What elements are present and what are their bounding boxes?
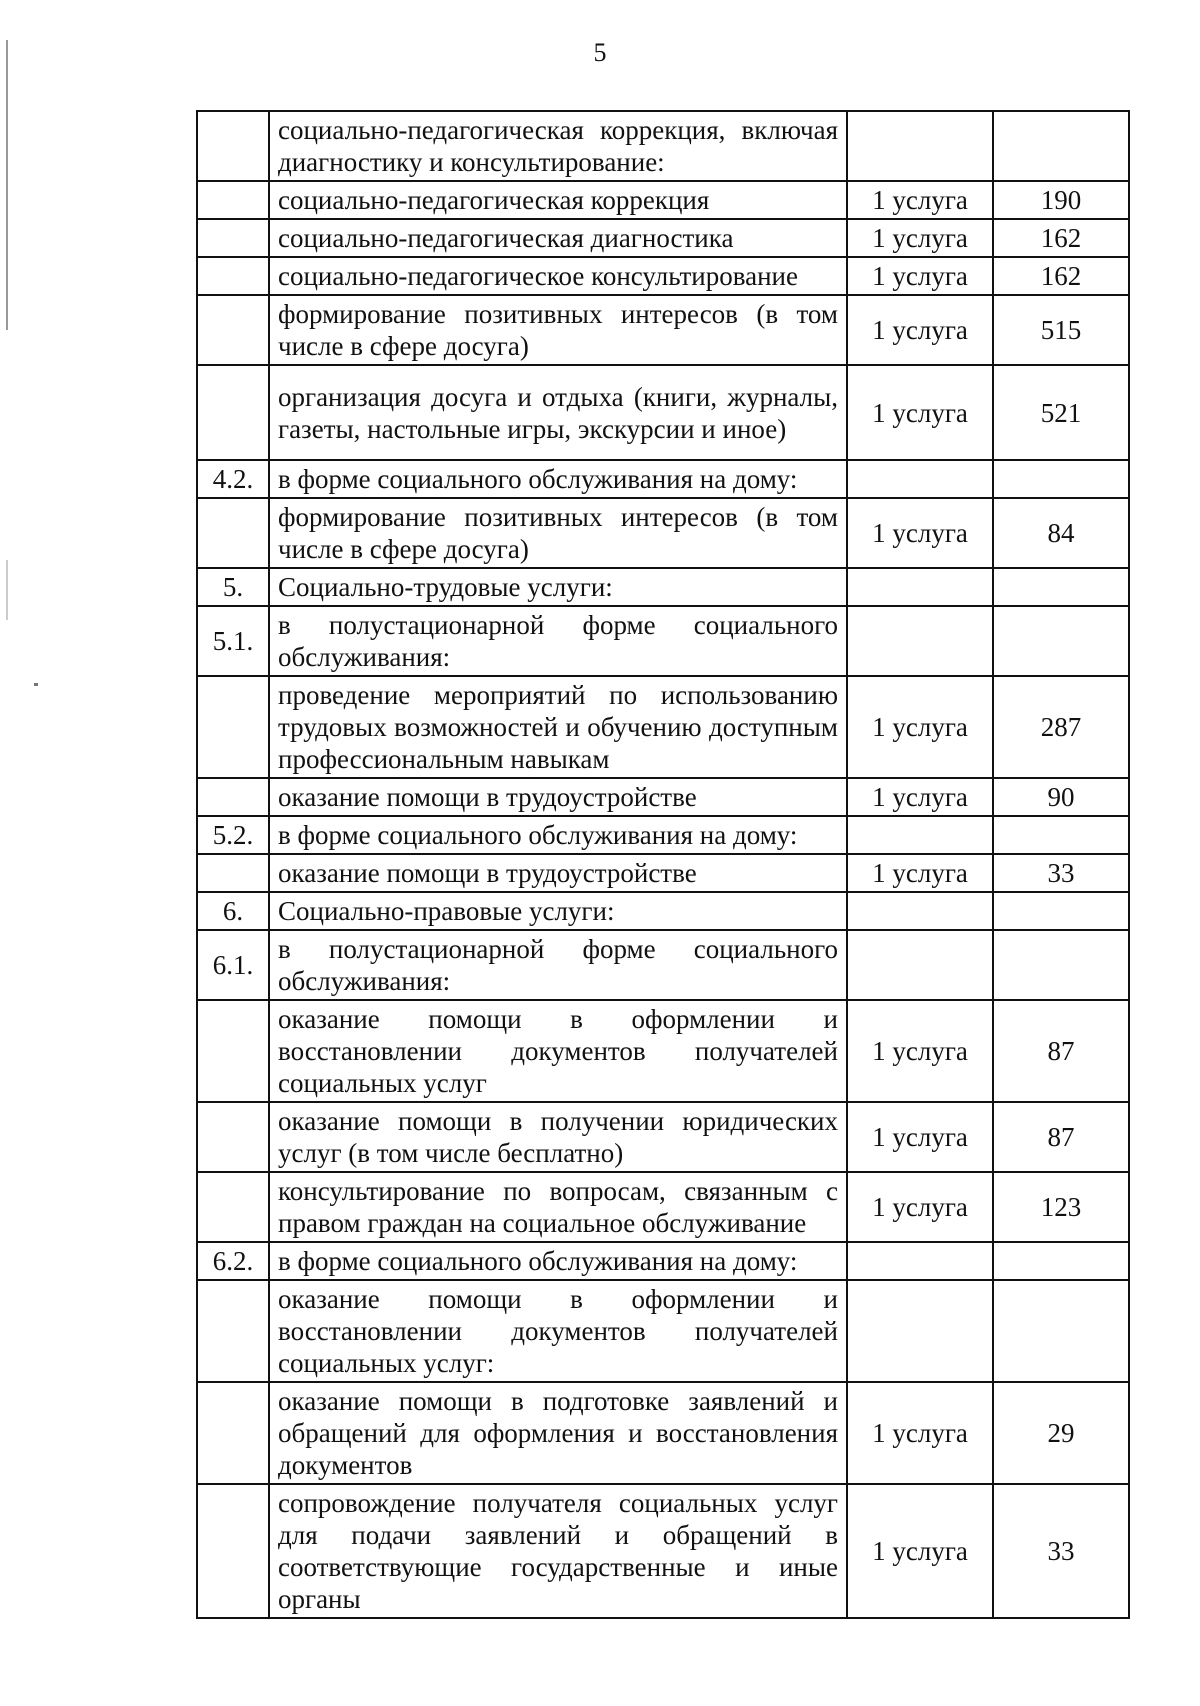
table-row <box>197 1382 1129 1484</box>
table-row <box>197 676 1129 778</box>
row-number-cell <box>197 1280 269 1382</box>
row-number-cell <box>197 111 269 181</box>
scan-edge-artifact <box>6 40 8 330</box>
row-value-cell: 29 <box>993 1382 1129 1484</box>
row-number-cell <box>197 676 269 778</box>
row-description-cell: в полустационарной форме социального обслуживания: <box>269 930 847 1000</box>
row-number-cell <box>197 181 269 219</box>
row-description-cell: формирование позитивных интересов (в том числе в сфере досуга) <box>269 498 847 568</box>
row-value-cell: 90 <box>993 778 1129 816</box>
table-row <box>197 1280 1129 1382</box>
row-number-cell <box>197 854 269 892</box>
table-row <box>197 498 1129 568</box>
row-description-cell: оказание помощи в подготовке заявлений и обращений для оформления и восстановления документов <box>269 1382 847 1484</box>
row-unit-cell: 1 услуга <box>847 1484 993 1618</box>
row-description-cell: сопровождение получателя социальных услуг для подачи заявлений и обращений в соответствующие государственные и иные органы <box>269 1484 847 1618</box>
table-row <box>197 778 1129 816</box>
table-row <box>197 606 1129 676</box>
row-description-cell: оказание помощи в трудоустройстве <box>269 854 847 892</box>
row-value-cell: 87 <box>993 1102 1129 1172</box>
row-unit-cell: 1 услуга <box>847 1172 993 1242</box>
row-description-cell: организация досуга и отдыха (книги, журналы, газеты, настольные игры, экскурсии и иное) <box>269 365 847 460</box>
row-value-cell <box>993 606 1129 676</box>
row-value-cell: 33 <box>993 854 1129 892</box>
row-number-cell <box>197 219 269 257</box>
row-number-cell: 6. <box>197 892 269 930</box>
row-unit-cell <box>847 930 993 1000</box>
row-unit-cell: 1 услуга <box>847 854 993 892</box>
row-description-cell: социально-педагогическая коррекция <box>269 181 847 219</box>
row-value-cell: 33 <box>993 1484 1129 1618</box>
row-unit-cell: 1 услуга <box>847 498 993 568</box>
table-row <box>197 219 1129 257</box>
table-row <box>197 816 1129 854</box>
row-number-cell <box>197 365 269 460</box>
row-number-cell <box>197 1382 269 1484</box>
row-unit-cell: 1 услуга <box>847 295 993 365</box>
row-value-cell: 162 <box>993 219 1129 257</box>
row-unit-cell: 1 услуга <box>847 365 993 460</box>
row-unit-cell: 1 услуга <box>847 676 993 778</box>
table-row <box>197 930 1129 1000</box>
row-unit-cell: 1 услуга <box>847 181 993 219</box>
row-value-cell <box>993 816 1129 854</box>
row-unit-cell <box>847 460 993 498</box>
row-number-cell <box>197 498 269 568</box>
row-unit-cell: 1 услуга <box>847 1000 993 1102</box>
table-row <box>197 295 1129 365</box>
row-description-cell: социально-педагогическая коррекция, включая диагностику и консультирование: <box>269 111 847 181</box>
row-unit-cell <box>847 568 993 606</box>
row-unit-cell <box>847 816 993 854</box>
table-row <box>197 257 1129 295</box>
row-description-cell: консультирование по вопросам, связанным с правом граждан на социальное обслуживание <box>269 1172 847 1242</box>
row-value-cell: 87 <box>993 1000 1129 1102</box>
page-number: 5 <box>593 38 607 67</box>
row-number-cell <box>197 1000 269 1102</box>
table-row <box>197 1484 1129 1618</box>
row-value-cell: 162 <box>993 257 1129 295</box>
table-row <box>197 181 1129 219</box>
row-description-cell: в форме социального обслуживания на дому: <box>269 1242 847 1280</box>
row-value-cell: 84 <box>993 498 1129 568</box>
row-value-cell <box>993 1242 1129 1280</box>
row-description-cell: в форме социального обслуживания на дому: <box>269 460 847 498</box>
row-value-cell: 123 <box>993 1172 1129 1242</box>
row-number-cell: 6.1. <box>197 930 269 1000</box>
row-unit-cell <box>847 892 993 930</box>
row-description-cell: проведение мероприятий по использованию трудовых возможностей и обучению доступным профессиональным навыкам <box>269 676 847 778</box>
table-row <box>197 1000 1129 1102</box>
row-description-cell: социально-педагогическая диагностика <box>269 219 847 257</box>
row-description-cell: оказание помощи в получении юридических услуг (в том числе бесплатно) <box>269 1102 847 1172</box>
row-number-cell <box>197 1172 269 1242</box>
scan-dot-artifact <box>34 683 38 686</box>
table-row <box>197 365 1129 460</box>
table-row <box>197 1172 1129 1242</box>
row-value-cell: 515 <box>993 295 1129 365</box>
row-unit-cell <box>847 111 993 181</box>
row-value-cell <box>993 892 1129 930</box>
row-unit-cell <box>847 1280 993 1382</box>
row-description-cell: оказание помощи в трудоустройстве <box>269 778 847 816</box>
row-number-cell: 6.2. <box>197 1242 269 1280</box>
table-row <box>197 1242 1129 1280</box>
row-description-cell: оказание помощи в оформлении и восстановлении документов получателей социальных услуг: <box>269 1280 847 1382</box>
row-unit-cell: 1 услуга <box>847 1382 993 1484</box>
row-unit-cell <box>847 1242 993 1280</box>
row-value-cell <box>993 1280 1129 1382</box>
row-value-cell: 287 <box>993 676 1129 778</box>
row-value-cell <box>993 930 1129 1000</box>
table-row <box>197 460 1129 498</box>
services-table <box>196 110 1130 1619</box>
table-row <box>197 568 1129 606</box>
row-unit-cell: 1 услуга <box>847 778 993 816</box>
row-value-cell <box>993 460 1129 498</box>
row-description-cell: оказание помощи в оформлении и восстановлении документов получателей социальных услуг <box>269 1000 847 1102</box>
row-description-cell: Социально-трудовые услуги: <box>269 568 847 606</box>
table-row <box>197 1102 1129 1172</box>
row-unit-cell: 1 услуга <box>847 1102 993 1172</box>
row-number-cell <box>197 257 269 295</box>
row-number-cell: 5.1. <box>197 606 269 676</box>
row-number-cell: 5. <box>197 568 269 606</box>
row-description-cell: социально-педагогическое консультирование <box>269 257 847 295</box>
row-value-cell <box>993 111 1129 181</box>
table-row <box>197 854 1129 892</box>
row-unit-cell: 1 услуга <box>847 219 993 257</box>
row-description-cell: в полустационарной форме социального обслуживания: <box>269 606 847 676</box>
row-value-cell <box>993 568 1129 606</box>
row-description-cell: Социально-правовые услуги: <box>269 892 847 930</box>
row-unit-cell <box>847 606 993 676</box>
row-number-cell: 5.2. <box>197 816 269 854</box>
row-number-cell <box>197 295 269 365</box>
scan-edge-artifact <box>6 560 8 620</box>
row-unit-cell: 1 услуга <box>847 257 993 295</box>
row-description-cell: в форме социального обслуживания на дому: <box>269 816 847 854</box>
row-number-cell <box>197 778 269 816</box>
row-number-cell <box>197 1484 269 1618</box>
row-number-cell: 4.2. <box>197 460 269 498</box>
row-value-cell: 190 <box>993 181 1129 219</box>
row-number-cell <box>197 1102 269 1172</box>
table-row <box>197 892 1129 930</box>
row-value-cell: 521 <box>993 365 1129 460</box>
table-row <box>197 111 1129 181</box>
row-description-cell: формирование позитивных интересов (в том числе в сфере досуга) <box>269 295 847 365</box>
